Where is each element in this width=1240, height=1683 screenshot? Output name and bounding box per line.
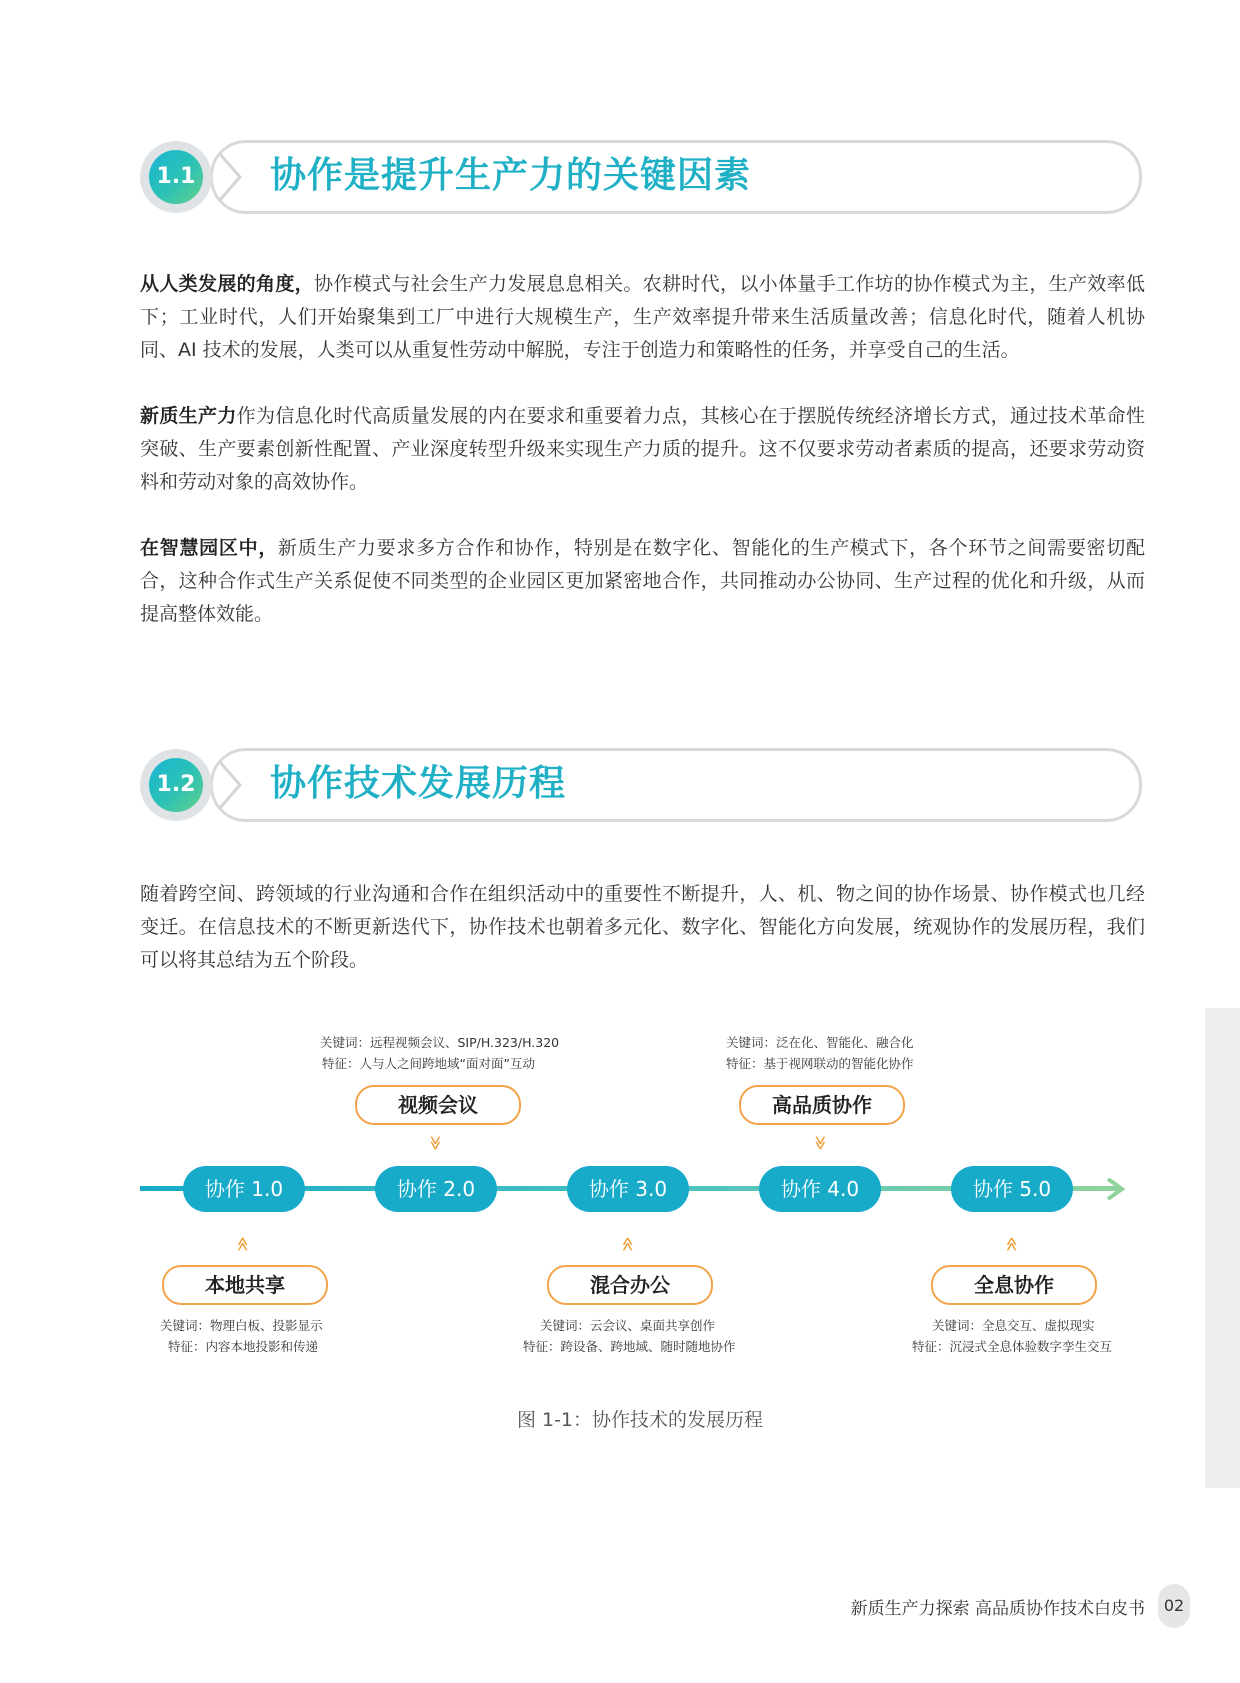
- stage-5-feature: 特征：沉浸式全息体验数字孪生交互: [912, 1339, 1113, 1354]
- stage-1-node: 协作 1.0: [183, 1166, 305, 1212]
- paragraph-lead: 在智慧园区中，: [140, 537, 279, 559]
- paragraph-lead: 从人类发展的角度，: [140, 273, 314, 295]
- stage-4-feature: 特征：基于视网联动的智能化协作: [726, 1056, 914, 1071]
- stage-1-keywords: 关键词：物理白板、投影显示: [160, 1318, 323, 1333]
- stage-2-node: 协作 2.0: [375, 1166, 497, 1212]
- paragraph-3: [140, 532, 1145, 631]
- paragraph-text: 作为信息化时代高质量发展的内在要求和重要着力点，其核心在于摆脱传统经济增长方式，通过技术革命性突破、生产要素创新性配置、产业深度转型升级来实现生产力质的提升。这不仅要求劳动者素质的提高，还要求劳动资料和劳动对象的高效协作。: [140, 405, 1145, 493]
- stage-3-node: 协作 3.0: [567, 1166, 689, 1212]
- section-1-1-header: [140, 140, 1140, 214]
- stage-4-node: 协作 4.0: [759, 1166, 881, 1212]
- page-number: 02: [1158, 1584, 1190, 1628]
- arrow-up-icon: ≫: [235, 1236, 251, 1252]
- stage-1-pill: 本地共享: [162, 1265, 328, 1305]
- section-2-intro: 随着跨空间、跨领域的行业沟通和合作在组织活动中的重要性不断提升，人、机、物之间的协作场景、协作模式也几经变迁。在信息技术的不断更新迭代下，协作技术也朝着多元化、数字化、智能化方向发展，统观协作的发展历程，我们可以将其总结为五个阶段。: [140, 883, 1145, 971]
- paragraph-lead: 新质生产力: [140, 405, 237, 427]
- stage-5-keywords: 关键词：全息交互、虚拟现实: [932, 1318, 1095, 1333]
- footer-title: 新质生产力探索 高品质协作技术白皮书: [850, 1599, 1145, 1619]
- section-number: 1.2: [149, 758, 203, 812]
- chevron-icon: [216, 758, 246, 812]
- stage-4-keywords: 关键词：泛在化、智能化、融合化: [726, 1035, 914, 1050]
- stage-3-keywords: 关键词：云会议、桌面共享创作: [540, 1318, 716, 1333]
- stage-5-node: 协作 5.0: [951, 1166, 1073, 1212]
- section-number: 1.1: [149, 150, 203, 204]
- arrow-down-icon: ≫: [427, 1135, 443, 1151]
- arrow-down-icon: ≫: [812, 1135, 828, 1151]
- paragraph-text: 协作模式与社会生产力发展息息相关。农耕时代，以小体量手工作坊的协作模式为主，生产效率低下；工业时代，人们开始聚集到工厂中进行大规模生产，生产效率提升带来生活质量改善；信息化时代，随着人机协同、AI 技术的发展，人类可以从重复性劳动中解脱，专注于创造力和策略性的任务，并享受自己的生活。: [140, 273, 1145, 361]
- arrow-up-icon: ≫: [620, 1236, 636, 1252]
- paragraph-2: [140, 400, 1145, 499]
- stage-4-pill: 高品质协作: [739, 1085, 905, 1125]
- stage-1-feature: 特征：内容本地投影和传递: [168, 1339, 319, 1354]
- section-title: 协作技术发展历程: [270, 763, 567, 804]
- stage-2-feature: 特征：人与人之间跨地域“面对面”互动: [322, 1056, 535, 1071]
- stage-2-pill: 视频会议: [355, 1085, 521, 1125]
- stage-5-pill: 全息协作: [931, 1265, 1097, 1305]
- paragraph-text: 新质生产力要求多方合作和协作，特别是在数字化、智能化的生产模式下，各个环节之间需要密切配合，这种合作式生产关系促使不同类型的企业园区更加紧密地合作，共同推动办公协同、生产过程的优化和升级，从而提高整体效能。: [140, 537, 1145, 625]
- figure-caption: 图 1-1：协作技术的发展历程: [516, 1409, 764, 1431]
- stage-2-keywords: 关键词：远程视频会议、SIP/H.323/H.320: [320, 1035, 560, 1050]
- arrow-up-icon: ≫: [1004, 1236, 1020, 1252]
- stage-3-pill: 混合办公: [547, 1265, 713, 1305]
- stage-3-feature: 特征：跨设备、跨地域、随时随地协作: [523, 1339, 736, 1354]
- section-1-2-header: [140, 748, 1140, 822]
- section-number-badge: [140, 749, 212, 821]
- paragraph-1: [140, 268, 1145, 367]
- section-number-badge: [140, 141, 212, 213]
- section-title: 协作是提升生产力的关键因素: [270, 155, 752, 196]
- chevron-icon: [216, 150, 246, 204]
